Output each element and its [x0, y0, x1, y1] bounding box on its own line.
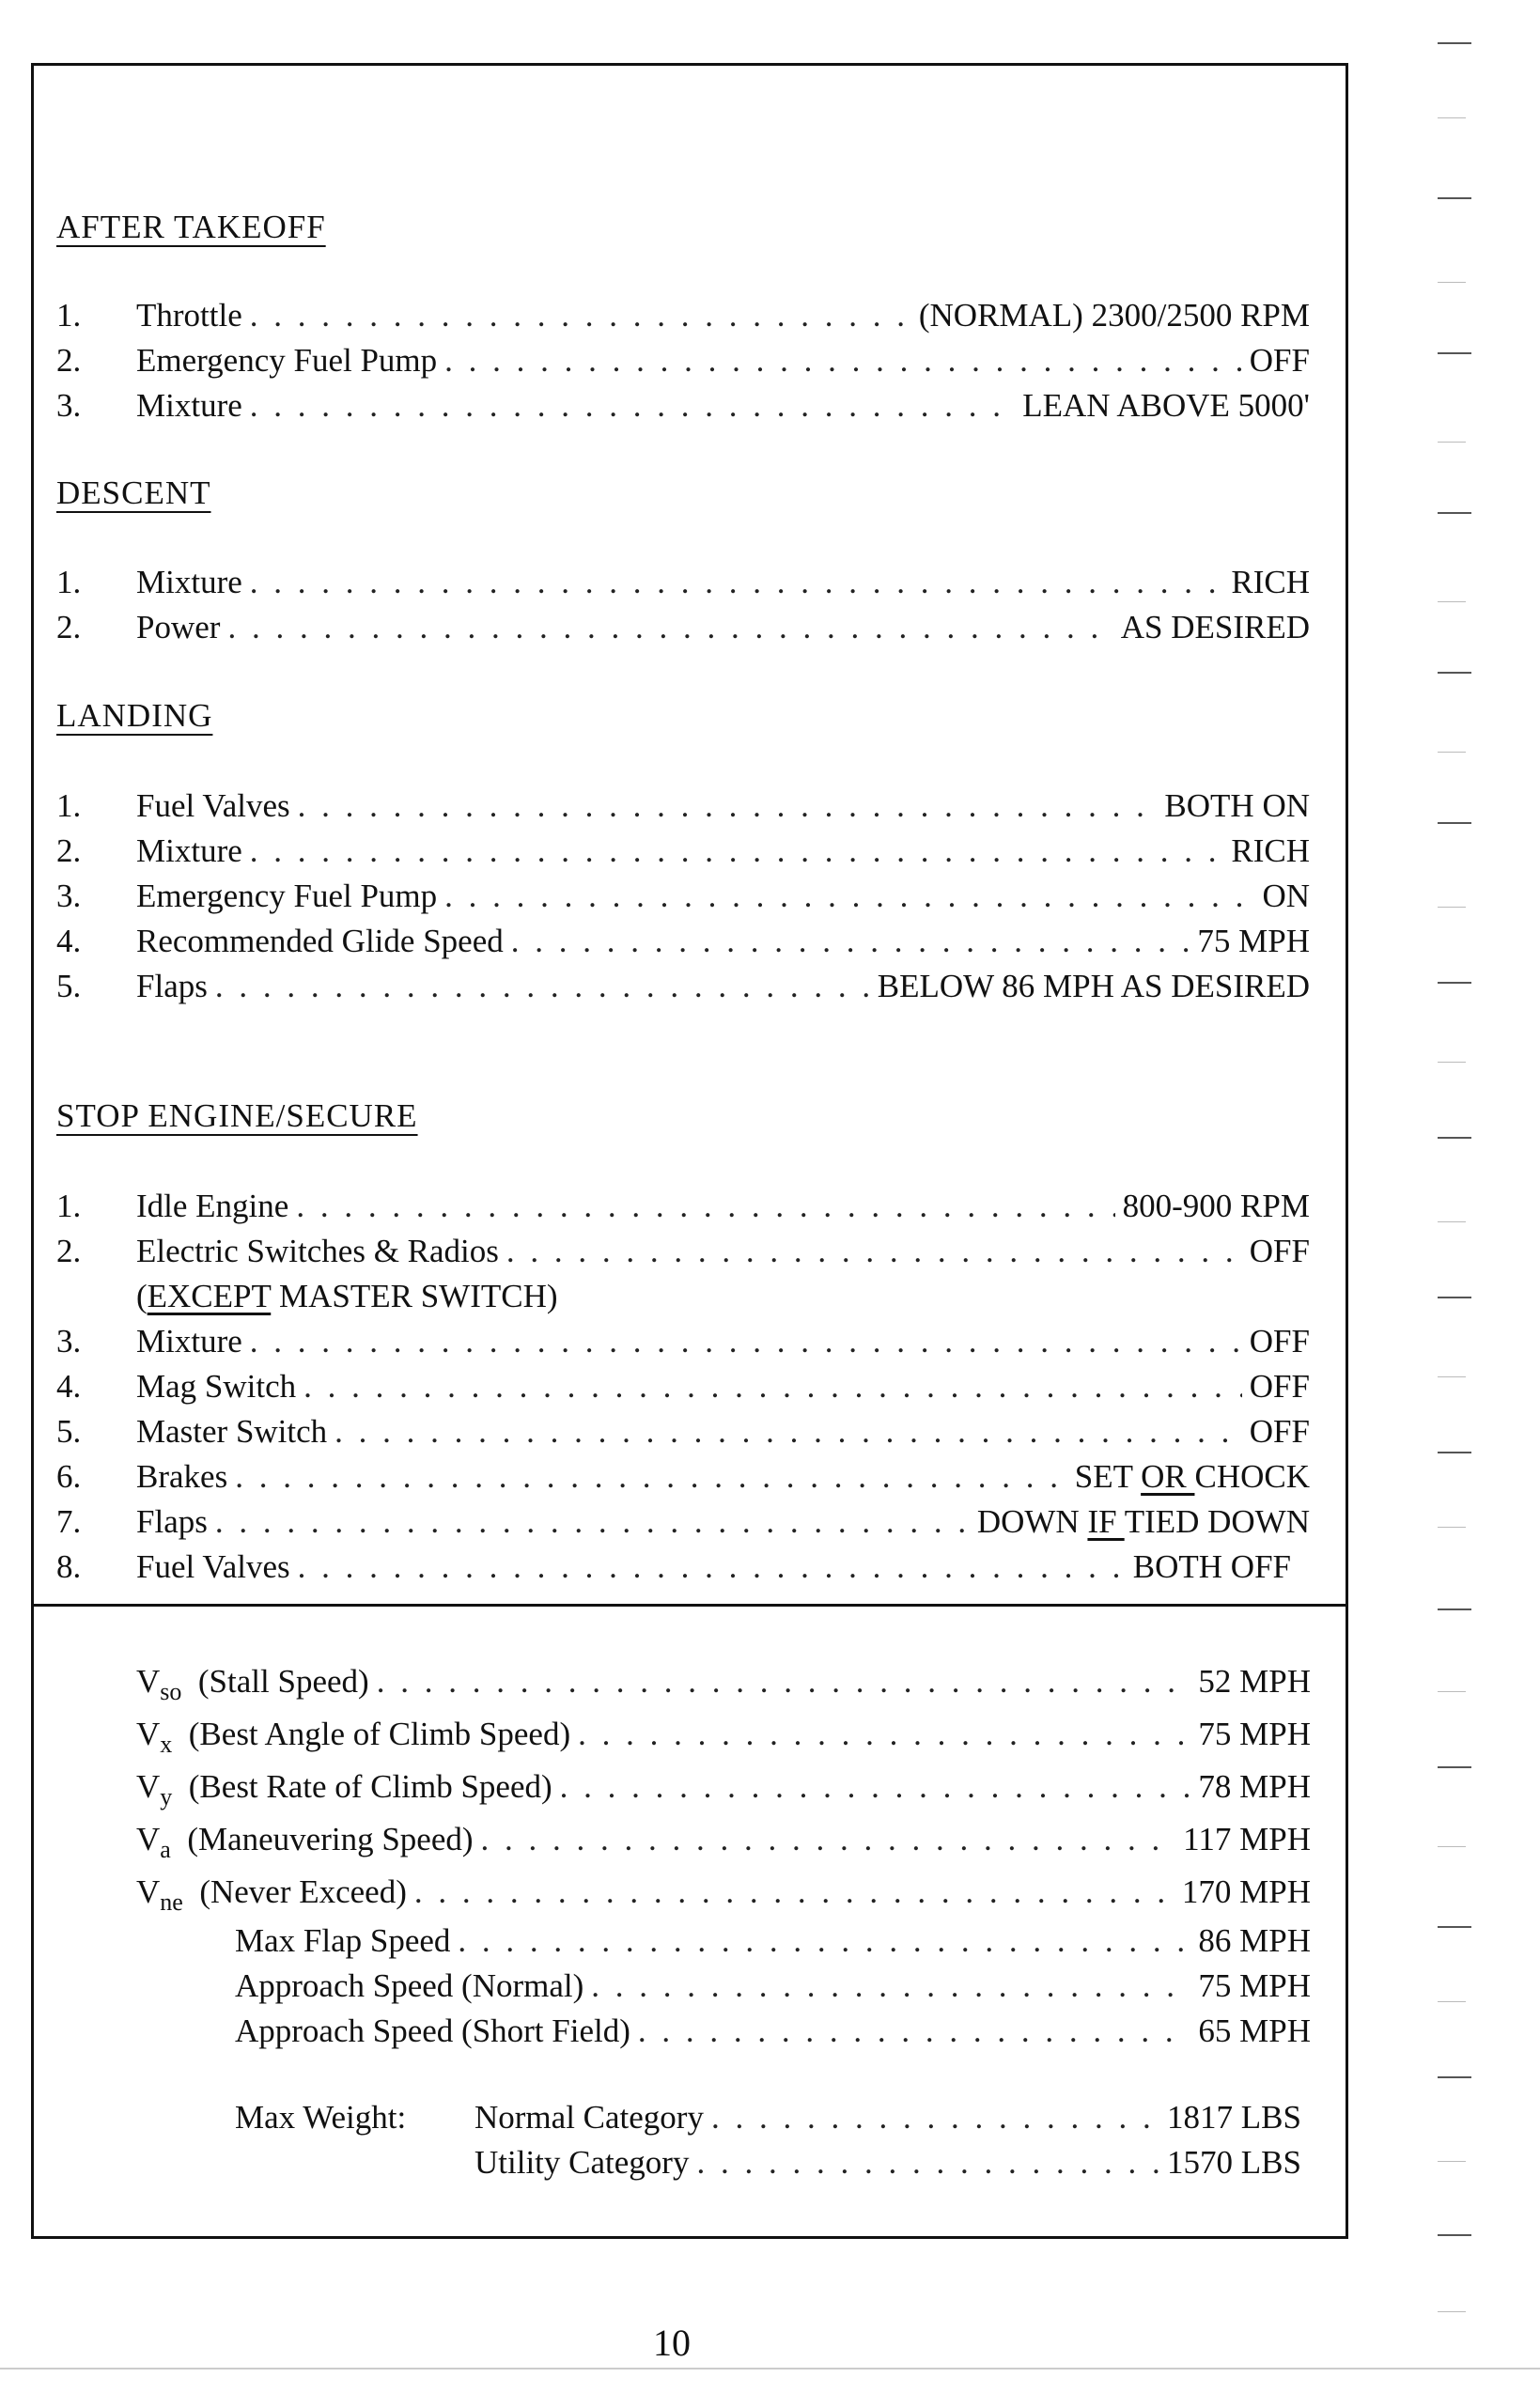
edge-mark	[1438, 2161, 1466, 2162]
leader-dots	[250, 1323, 1242, 1360]
item-label: Emergency Fuel Pump	[136, 878, 438, 914]
leader-dots	[511, 923, 1190, 960]
speed-label: Approach Speed (Short Field)	[235, 2012, 630, 2049]
speed-sym: V	[136, 1821, 161, 1857]
speed-sym: V	[136, 1873, 161, 1910]
section-divider	[31, 1604, 1348, 1607]
item-value: RICH	[1231, 564, 1310, 600]
item-value: OFF	[1249, 1368, 1310, 1405]
edge-mark	[1438, 1452, 1471, 1453]
speed-row	[136, 1821, 1311, 1866]
item-number: 2.	[56, 832, 82, 869]
continuation-post: MASTER SWITCH)	[271, 1278, 558, 1314]
leader-dots	[215, 1503, 970, 1541]
checklist-row	[56, 878, 1310, 923]
continuation-pre: (	[136, 1278, 148, 1314]
item-number: 5.	[56, 968, 82, 1004]
item-number: 5.	[56, 1413, 82, 1450]
checklist-row	[56, 832, 1310, 878]
item-number: 2.	[56, 609, 82, 645]
item-label: Master Switch	[136, 1413, 328, 1450]
edge-mark	[1438, 2311, 1466, 2312]
checklist-row	[56, 787, 1310, 832]
speed-sub: ne	[160, 1888, 183, 1916]
item-number: 8.	[56, 1548, 82, 1585]
speed-symbol	[136, 1821, 187, 1864]
edge-mark	[1438, 1691, 1466, 1692]
speed-row	[235, 2012, 1311, 2058]
speed-label: (Never Exceed)	[199, 1873, 407, 1910]
item-label: Idle Engine	[136, 1188, 289, 1224]
max-weight-title: Max Weight:	[235, 2099, 407, 2136]
edge-mark	[1438, 2234, 1471, 2236]
checklist-row	[56, 1413, 1310, 1458]
value-part: TIED DOWN	[1124, 1503, 1310, 1540]
checklist-row	[56, 342, 1310, 387]
heading-stop-engine: STOP ENGINE/SECURE	[56, 1097, 418, 1134]
leader-dots	[250, 564, 1224, 601]
speed-value: 86 MPH	[1198, 1922, 1311, 1959]
speed-sub: so	[160, 1678, 182, 1705]
leader-dots	[414, 1873, 1174, 1911]
value-part: SET	[1074, 1458, 1142, 1495]
edge-mark	[1438, 907, 1466, 908]
speed-value: 65 MPH	[1198, 2012, 1311, 2049]
edge-mark	[1438, 1376, 1466, 1377]
weight-label: Utility Category	[474, 2144, 690, 2181]
item-value: RICH	[1231, 832, 1310, 869]
checklist-row	[56, 1548, 1291, 1593]
checklist-row	[56, 297, 1310, 342]
item-label: Mixture	[136, 832, 242, 869]
heading-descent: DESCENT	[56, 474, 211, 511]
item-number: 3.	[56, 387, 82, 424]
speed-label: (Best Angle of Climb Speed)	[188, 1716, 571, 1752]
edge-mark	[1438, 1221, 1466, 1222]
leader-dots	[444, 342, 1242, 380]
checklist-row	[56, 1233, 1310, 1278]
edge-mark	[1438, 2076, 1471, 2078]
leader-dots	[506, 1233, 1242, 1270]
leader-dots	[298, 1548, 1126, 1586]
item-value: LEAN ABOVE 5000'	[1022, 387, 1310, 424]
speed-value: 75 MPH	[1198, 1967, 1311, 2004]
item-label: Power	[136, 609, 221, 645]
edge-mark	[1438, 442, 1466, 443]
item-number: 1.	[56, 787, 82, 824]
leader-dots	[298, 787, 1158, 825]
item-number: 1.	[56, 564, 82, 600]
checklist-row	[56, 387, 1310, 432]
page-bottom-edge	[0, 2368, 1540, 2370]
item-value: (NORMAL) 2300/2500 RPM	[918, 297, 1310, 334]
edge-mark	[1438, 42, 1471, 44]
speed-row	[235, 1967, 1311, 2012]
speed-value: 52 MPH	[1198, 1663, 1311, 1700]
edge-mark	[1438, 601, 1466, 602]
item-value: AS DESIRED	[1120, 609, 1310, 645]
checklist-row	[56, 609, 1310, 654]
edge-mark	[1438, 352, 1471, 354]
checklist-row	[56, 1188, 1310, 1233]
item-value: BOTH ON	[1164, 787, 1310, 824]
leader-dots	[250, 832, 1224, 870]
item-number: 2.	[56, 1233, 82, 1269]
item-label: Flaps	[136, 968, 208, 1004]
edge-mark	[1438, 1766, 1471, 1768]
item-number: 4.	[56, 923, 82, 959]
item-value: ON	[1262, 878, 1310, 914]
speed-symbol	[136, 1873, 199, 1917]
speed-value: 75 MPH	[1198, 1716, 1311, 1752]
item-label: Fuel Valves	[136, 787, 290, 824]
edge-mark	[1438, 1846, 1466, 1847]
value-part: CHOCK	[1194, 1458, 1310, 1495]
weight-value: 1817 LBS	[1167, 2099, 1301, 2136]
leader-dots	[458, 1922, 1190, 1960]
speed-label: Max Flap Speed	[235, 1922, 451, 1959]
leader-dots	[250, 387, 1015, 425]
leader-dots	[377, 1663, 1191, 1701]
item-value: BELOW 86 MPH AS DESIRED	[877, 968, 1310, 1004]
heading-landing: LANDING	[56, 697, 213, 734]
page-number: 10	[653, 2322, 691, 2364]
value-part: DOWN	[976, 1503, 1088, 1540]
checklist-row	[56, 923, 1310, 968]
speed-row	[235, 1922, 1311, 1967]
speed-row	[136, 1873, 1311, 1919]
item-label: Mixture	[136, 387, 242, 424]
item-label: Brakes	[136, 1458, 228, 1495]
item-label: Emergency Fuel Pump	[136, 342, 438, 379]
leader-dots	[444, 878, 1254, 915]
leader-dots	[296, 1188, 1114, 1225]
speed-label: (Maneuvering Speed)	[187, 1821, 474, 1857]
leader-dots	[696, 2144, 1159, 2182]
continuation-underlined: EXCEPT	[147, 1278, 272, 1314]
edge-mark	[1438, 512, 1471, 514]
item-value: OFF	[1249, 342, 1310, 379]
value-underlined: IF	[1087, 1503, 1125, 1540]
edge-mark	[1438, 1527, 1466, 1528]
item-label: Recommended Glide Speed	[136, 923, 504, 959]
speed-value: 117 MPH	[1183, 1821, 1311, 1857]
item-value	[1075, 1458, 1310, 1496]
edge-mark	[1438, 117, 1466, 118]
item-label: Mixture	[136, 1323, 242, 1360]
edge-mark	[1438, 982, 1471, 984]
item-label: Mixture	[136, 564, 242, 600]
checklist-row	[56, 1323, 1310, 1368]
leader-dots	[578, 1716, 1190, 1753]
speed-row	[136, 1716, 1311, 1761]
edge-mark	[1438, 1297, 1471, 1298]
edge-mark	[1438, 282, 1466, 283]
edge-mark	[1438, 1062, 1466, 1063]
edge-mark	[1438, 1137, 1471, 1139]
speed-label: (Best Rate of Climb Speed)	[188, 1768, 552, 1805]
item-value: 75 MPH	[1197, 923, 1310, 959]
speed-sub: a	[160, 1836, 171, 1863]
speed-label: (Stall Speed)	[197, 1663, 369, 1700]
checklist-row	[56, 1458, 1310, 1503]
leader-dots	[334, 1413, 1242, 1451]
item-number: 3.	[56, 1323, 82, 1360]
heading-after-takeoff: AFTER TAKEOFF	[56, 209, 326, 245]
edge-mark	[1438, 197, 1471, 199]
item-label: Throttle	[136, 297, 242, 334]
item-number: 1.	[56, 297, 82, 334]
weight-value: 1570 LBS	[1167, 2144, 1301, 2181]
item-label: Electric Switches & Radios	[136, 1233, 499, 1269]
leader-dots	[591, 1967, 1190, 2005]
speed-sym: V	[136, 1768, 161, 1805]
checklist-row	[56, 564, 1310, 609]
checklist-row	[56, 1503, 1310, 1548]
leader-dots	[638, 2012, 1190, 2050]
speed-sub: y	[160, 1783, 173, 1810]
speed-label: Approach Speed (Normal)	[235, 1967, 584, 2004]
speed-value: 78 MPH	[1198, 1768, 1311, 1805]
value-underlined: OR	[1141, 1458, 1195, 1495]
leader-dots	[711, 2099, 1159, 2137]
item-number: 1.	[56, 1188, 82, 1224]
edge-mark	[1438, 672, 1471, 674]
edge-mark	[1438, 822, 1471, 824]
item-value: BOTH OFF	[1132, 1548, 1291, 1585]
item-number: 7.	[56, 1503, 82, 1540]
leader-dots	[235, 1458, 1067, 1496]
item-value: OFF	[1249, 1413, 1310, 1450]
edge-mark	[1438, 1926, 1471, 1928]
item-continuation	[136, 1278, 558, 1315]
speed-value: 170 MPH	[1181, 1873, 1311, 1910]
edge-mark	[1438, 2001, 1466, 2002]
checklist-row	[56, 968, 1310, 1013]
item-value: OFF	[1249, 1233, 1310, 1269]
item-value: OFF	[1249, 1323, 1310, 1360]
leader-dots	[227, 609, 1112, 646]
item-value: 800-900 RPM	[1122, 1188, 1310, 1224]
checklist-row	[56, 1368, 1310, 1413]
edge-mark	[1438, 752, 1466, 753]
speed-row	[136, 1663, 1311, 1708]
item-value	[977, 1503, 1310, 1541]
speed-sym: V	[136, 1716, 161, 1752]
speed-sym: V	[136, 1663, 161, 1700]
leader-dots	[250, 297, 911, 334]
speed-row	[136, 1768, 1311, 1813]
leader-dots	[215, 968, 870, 1005]
item-number: 4.	[56, 1368, 82, 1405]
leader-dots	[560, 1768, 1191, 1806]
item-number: 2.	[56, 342, 82, 379]
leader-dots	[481, 1821, 1176, 1858]
speed-symbol	[136, 1663, 198, 1706]
item-number: 3.	[56, 878, 82, 914]
edge-tab-marks	[1438, 0, 1475, 2393]
speed-symbol	[136, 1768, 189, 1811]
speed-symbol	[136, 1716, 189, 1759]
item-label: Mag Switch	[136, 1368, 297, 1405]
speed-sub: x	[160, 1731, 173, 1758]
weight-label: Normal Category	[474, 2099, 704, 2136]
leader-dots	[303, 1368, 1242, 1406]
item-number: 6.	[56, 1458, 82, 1495]
item-label: Fuel Valves	[136, 1548, 290, 1585]
weight-row-utility	[474, 2144, 1301, 2189]
item-label: Flaps	[136, 1503, 208, 1540]
weight-row-normal	[235, 2099, 1301, 2144]
edge-mark	[1438, 1608, 1471, 1610]
